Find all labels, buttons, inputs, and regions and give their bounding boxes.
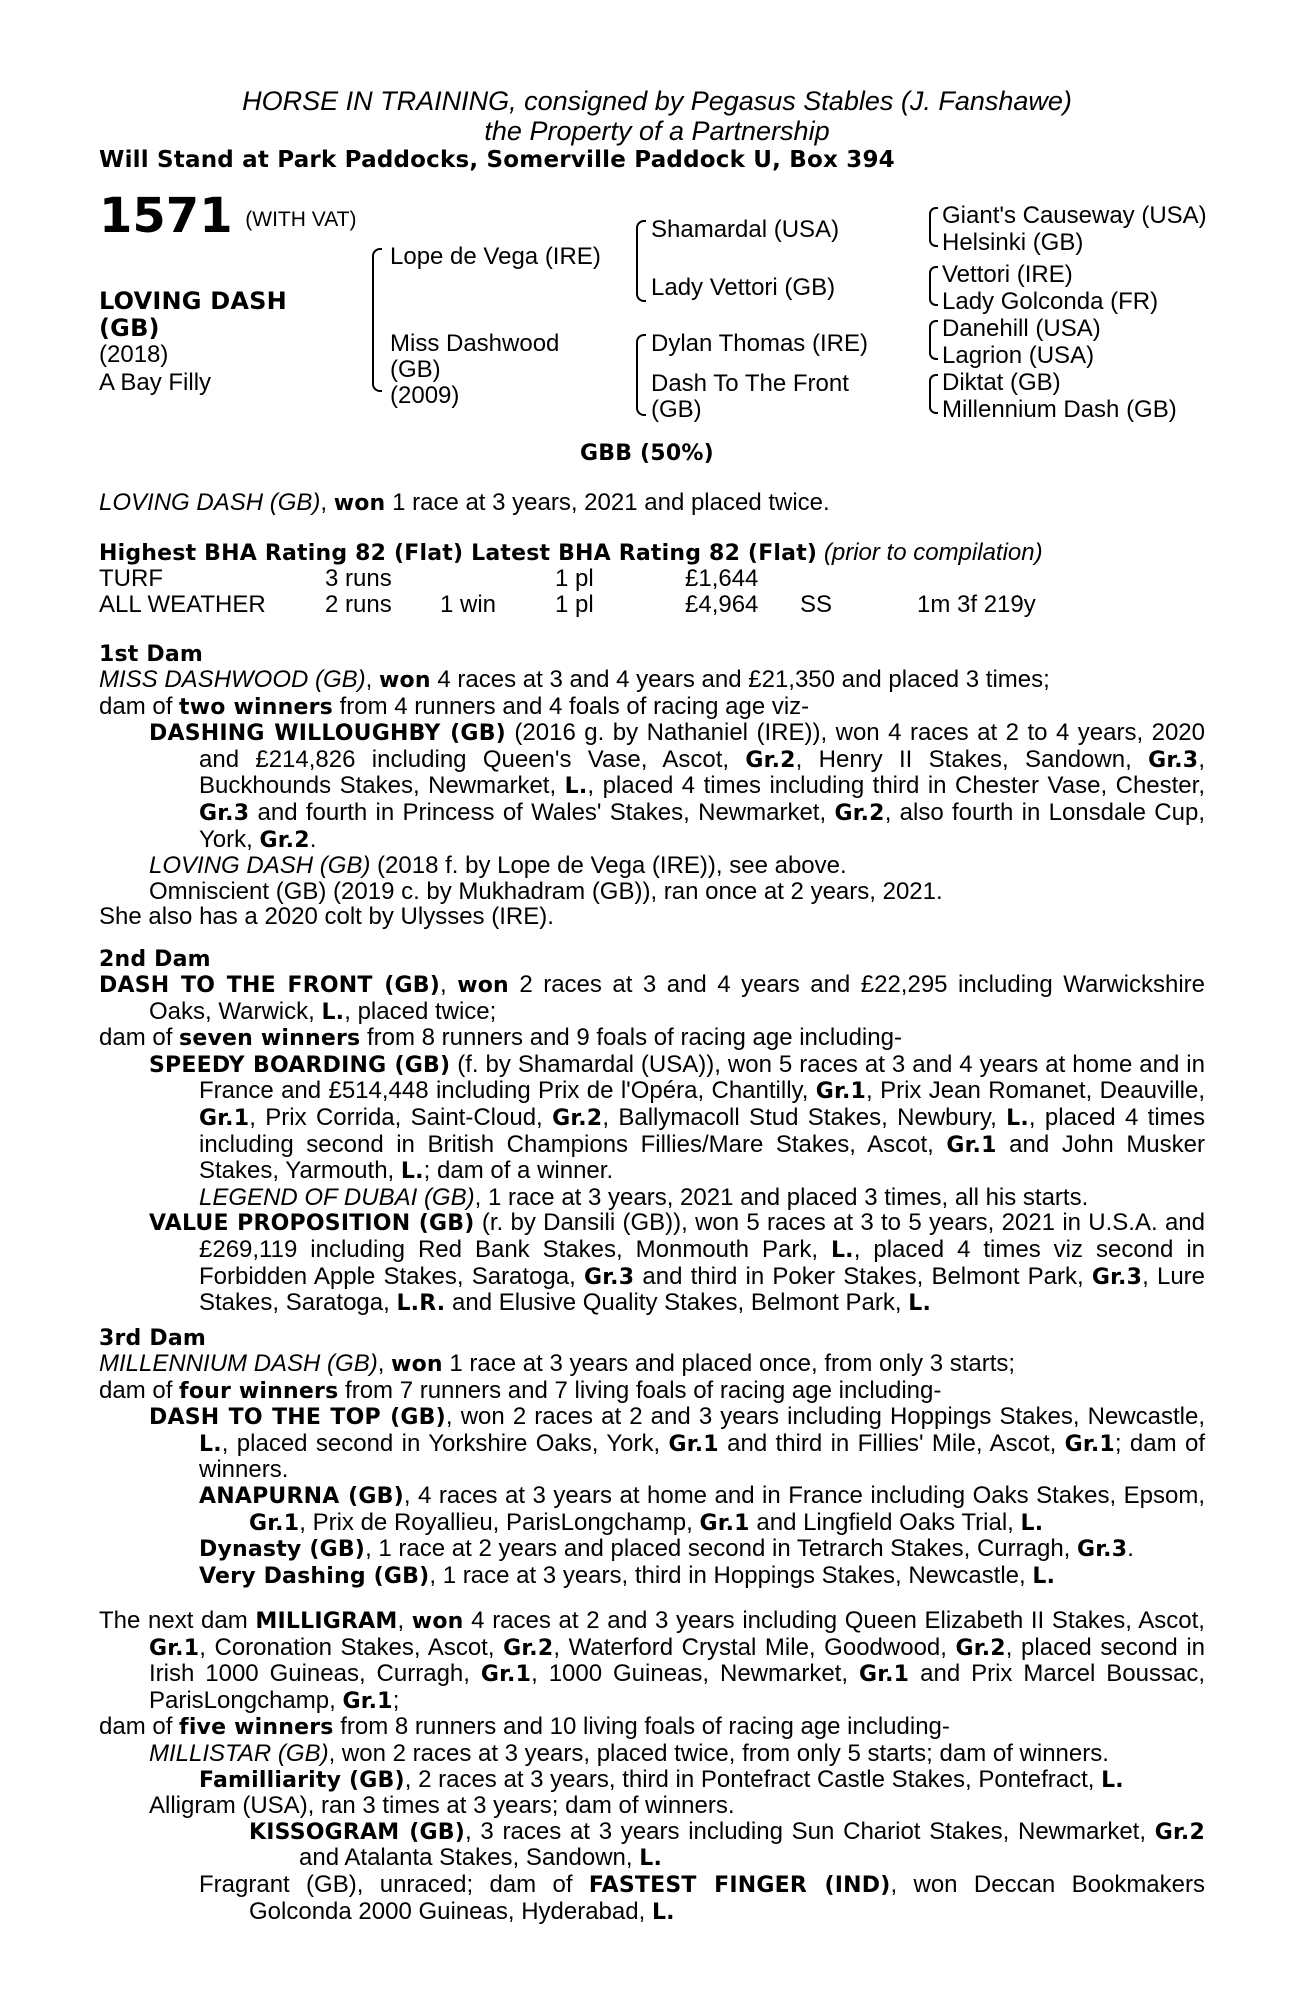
next-dam-line: The next dam MILLIGRAM, won 4 races at 2 and 3 years including Queen Elizabeth II Stakes, Ascot, Gr.1, Coronation Stakes, Ascot, Gr.2, Waterford Crystal Mile, Goodwood, Gr.2, placed second in Irish 1000 Guineas, Curragh, Gr.1, 1000 Guineas, Newmarket, Gr.1 and Prix Marcel Boussac, ParisLongchamp, Gr.1; [99,1607,1206,1714]
pedigree-bracket-sire [636,220,646,302]
record-placed-cell: 1 pl [555,565,594,592]
pedigree-bracket-gen1 [372,248,382,392]
first-dam-heading: 1st Dam [99,642,204,667]
pedigree-sire: Lope de Vega (IRE) [390,243,601,270]
pedigree-g4: Lady Golconda (FR) [942,288,1159,315]
next-dam-section [99,1608,1205,1925]
pedigree-bracket-g3 [929,320,938,360]
lot-number: 1571 [99,188,233,244]
record-wins-cell: 1 win [440,591,497,618]
produce-omniscient: Omniscient (GB) (2019 c. by Mukhadram (GB)), ran once at 2 years, 2021. [149,877,943,905]
horse-country: (GB) [99,314,160,342]
produce-dashing-willoughby: DASHING WILLOUGHBY (GB) (2016 g. by Nathaniel (IRE)), won 4 races at 2 to 4 years, 2020 and £214,826 including Queen's Vase, Ascot, Gr.2, Henry II Stakes, Sandown, Gr.3, Buckhounds Stakes, Newmarket, L., placed 4 times including third in Chester Vase, Chester, Gr.3 and fourth in Princess of Wales' Stakes, Newmarket, Gr.2, also fourth in Lonsdale Cup, York, Gr.2. [149,719,1205,853]
pedigree-sire-sire: Shamardal (USA) [651,216,840,243]
produce-familliarity: Familliarity (GB), 2 races at 3 years, third in Pontefract Castle Stakes, Pontefract, L. [199,1765,1124,1793]
record-prize-cell: £4,964 [685,591,759,618]
produce-fragrant: Fragrant (GB), unraced; dam of FASTEST FINGER (IND), won Deccan Bookmakers Golconda 2000 Guineas, Hyderabad, L. [199,1870,1205,1925]
pedigree-g2: Helsinki (GB) [942,229,1084,256]
pedigree-g3: Vettori (IRE) [942,261,1073,288]
produce-legend-of-dubai: LEGEND OF DUBAI (GB), 1 race at 3 years, 2021 and placed 3 times, all his starts. [199,1183,1089,1211]
record-surface-cell: TURF [99,565,163,592]
summary-text: 1 race at 3 years, 2021 and placed twice. [385,489,830,516]
pedigree-dam-name: Miss Dashwood [390,330,560,357]
pedigree-dam-country: (GB) [390,356,441,383]
pedigree-g8: Millennium Dash (GB) [942,396,1177,423]
rating-note: (prior to compilation) [823,539,1043,566]
pedigree-bracket-g2 [929,266,938,306]
pedigree-dam-dam-country: (GB) [651,396,702,423]
horse-description: A Bay Filly [99,369,212,396]
record-course-cell: SS [800,591,833,618]
third-dam-produce-line: dam of four winners from 7 runners and 7 living foals of racing age including- [99,1376,942,1404]
second-dam-section [99,972,1205,1317]
pedigree-bracket-g1 [929,207,938,247]
property-line: the Property of a Partnership [484,116,830,146]
pedigree-bracket-g4 [929,374,938,414]
second-dam-line: DASH TO THE FRONT (GB), won 2 races at 3 and 4 years and £22,295 including Warwickshire Oaks, Warwick, L., placed twice; [99,971,1206,1025]
record-placed-cell: 1 pl [555,591,594,618]
gbb-percentage: GBB (50%) [580,441,714,466]
record-dist-cell: 1m 3f 219y [917,591,1036,618]
second-dam-produce-line: dam of seven winners from 8 runners and 9 foals of racing age including- [99,1024,902,1052]
produce-speedy-boarding: SPEEDY BOARDING (GB) (f. by Shamardal (USA)), won 5 races at 3 and 4 years at home and in France and £514,448 including Prix de l'Opéra, Chantilly, Gr.1, Prix Jean Romanet, Deauville, Gr.1, Prix Corrida, Saint-Cloud, Gr.2, Ballymacoll Stud Stakes, Newbury, L., placed 4 times including second in British Champions Fillies/Mare Stakes, Ascot, Gr.1 and John Musker Stakes, Yarmouth, L.; dam of a winner. [149,1050,1206,1185]
produce-anapurna: ANAPURNA (GB), 4 races at 3 years at home and in France including Oaks Stakes, Epsom, Gr.1, Prix de Royallieu, ParisLongchamp, Gr.1 and Lingfield Oaks Trial, L. [199,1481,1205,1536]
produce-value-proposition: VALUE PROPOSITION (GB) (r. by Dansili (GB)), won 5 races at 3 to 5 years, 2021 in U.S.A. and £269,119 including Red Bank Stakes, Monmouth Park, L., placed 4 times viz second in Forbidden Apple Stakes, Saratoga, Gr.3 and third in Poker Stakes, Belmont Park, Gr.3, Lure Stakes, Saratoga, L.R. and Elusive Quality Stakes, Belmont Park, L. [149,1209,1206,1317]
race-summary: LOVING DASH (GB), won 1 race at 3 years, 2021 and placed twice. [99,489,830,516]
record-surface-cell: ALL WEATHER [99,591,266,618]
pedigree-g6: Lagrion (USA) [942,342,1095,369]
lot-number-block [99,188,357,244]
pedigree-dam-year: (2009) [390,382,460,409]
location-line: Will Stand at Park Paddocks, Somerville Paddock U, Box 394 [99,147,895,173]
vat-label: (WITH VAT) [245,208,357,231]
pedigree-bracket-dam [636,334,646,416]
produce-2020-colt: She also has a 2020 colt by Ulysses (IRE). [99,903,554,931]
produce-alligram: Alligram (USA), ran 3 times at 3 years; dam of winners. [149,1792,735,1820]
produce-dash-to-the-top: DASH TO THE TOP (GB), won 2 races at 2 and 3 years including Hoppings Stakes, Newcastle, L., placed second in Yorkshire Oaks, York, Gr.1 and third in Fillies' Mile, Ascot, Gr.1; dam of winners. [149,1403,1205,1484]
pedigree-g1: Giant's Causeway (USA) [942,202,1207,229]
pedigree-dam-dam: Dash To The Front [651,370,849,397]
record-prize-cell: £1,644 [685,565,759,592]
horse-name: LOVING DASH [99,287,287,315]
first-dam-line: MISS DASHWOOD (GB), won 4 races at 3 and 4 years and £21,350 and placed 3 times; [99,666,1050,693]
rating-line [99,540,1043,567]
rating-bold: Highest BHA Rating 82 (Flat) Latest BHA Rating 82 (Flat) [99,541,818,566]
consignor-line: HORSE IN TRAINING, consigned by Pegasus Stables (J. Fanshawe) [242,86,1072,116]
pedigree-g5: Danehill (USA) [942,315,1101,342]
summary-horse-name: LOVING DASH (GB) [99,489,321,516]
second-dam-heading: 2nd Dam [99,947,211,972]
next-dam-produce-line: dam of five winners from 8 runners and 10 living foals of racing age including- [99,1713,950,1741]
third-dam-heading: 3rd Dam [99,1326,206,1351]
pedigree-sire-dam: Lady Vettori (GB) [651,274,836,301]
record-runs-cell: 2 runs [325,591,392,618]
pedigree-g7: Diktat (GB) [942,369,1061,396]
third-dam-section [99,1351,1205,1589]
produce-very-dashing: Very Dashing (GB), 1 race at 3 years, third in Hoppings Stakes, Newcastle, L. [199,1561,1056,1589]
produce-millistar: MILLISTAR (GB), won 2 races at 3 years, placed twice, from only 5 starts; dam of winners. [149,1739,1109,1767]
record-runs-cell: 3 runs [325,565,392,592]
produce-kissogram: KISSOGRAM (GB), 3 races at 3 years including Sun Chariot Stakes, Newmarket, Gr.2 and Atalanta Stakes, Sandown, L. [249,1817,1205,1872]
horse-year: (2018) [99,341,169,368]
summary-won: won [333,491,386,516]
first-dam-produce-line: dam of two winners from 4 runners and 4 foals of racing age viz- [99,692,810,720]
third-dam-line: MILLENNIUM DASH (GB), won 1 race at 3 years and placed once, from only 3 starts; [99,1350,1016,1377]
first-dam-section [99,667,1205,930]
produce-dynasty: Dynasty (GB), 1 race at 2 years and placed second in Tetrarch Stakes, Curragh, Gr.3. [199,1535,1134,1563]
pedigree-dam-sire: Dylan Thomas (IRE) [651,330,868,357]
produce-loving-dash: LOVING DASH (GB) (2018 f. by Lope de Vega (IRE)), see above. [149,852,847,880]
